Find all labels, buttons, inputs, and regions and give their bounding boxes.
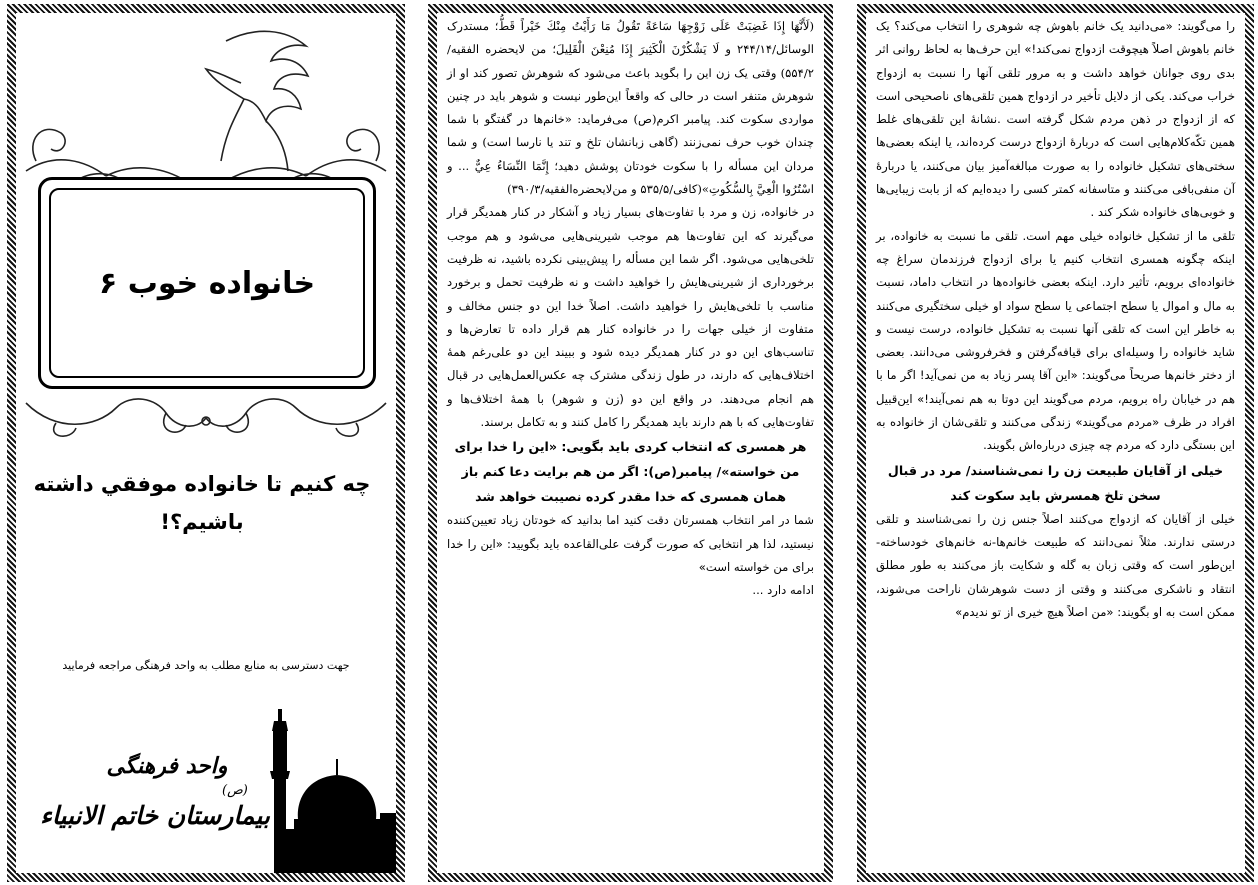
pbuh-mark: (ص) — [222, 783, 248, 798]
scroll-ornament — [16, 383, 396, 443]
paragraph: شما در امر انتخاب همسرتان دقت کنید اما بدانید که خودتان زیاد تعیین‌کننده نیستید، لذا هر انتخابی که صورت گرفت علی‌القاعده باید بگویید: «این را خدا برای من خواسته است» — [447, 513, 814, 574]
cover-title: خانواده خوب ۶ — [98, 265, 316, 301]
section-heading: خیلی از آقایان طبیعت زن را نمی‌شناسند/ مرد در قبال سخن تلخ همسرش باید سکوت کند — [887, 462, 1224, 503]
paragraph: تلقی ما از تشکیل خانواده خیلی مهم است. تلقی ما نسبت به خانواده، بر اینکه چگونه همسری انتخاب کنیم یا برای ازدواج فرزندمان سراغ چه خانواده‌ای برویم، تأثیر دارد. اینکه بعضی خانواده‌ها در انتخاب داماد، نسبت به مال و اموال یا سطح اجتماعی یا سطح سواد او خیلی سختگیری می‌کنند به خاطر این است که تلقی آنها نسبت به تشکیل خانواده، درست نیست و شاید خانواده را وسیله‌ای برای قیافه‌گرفتن و فخرفروشی می‌دانند. بعضی از دختر خانم‌ها صریحاً می‌گویند: «این آقا پسر زیاد به من نمی‌آید! اگر ما با هم در خیابان راه برویم، مردم می‌گویند این دوتا به هم نمی‌آیند!» این‌قبیل افراد در ظرف «مردم می‌گویند» زندگی می‌کنند و تلقی‌شان از خانواده به این بستگی دارد که مردم چه چیزی درباره‌اش بگویند. — [876, 228, 1235, 453]
cover-panel — [7, 4, 405, 882]
cover-subtitle: چه کنیم تا خانواده موفقي داشته باشیم؟! — [33, 472, 371, 534]
mosque-silhouette-icon — [266, 701, 396, 873]
section-heading: هر همسری که انتخاب کردی باید بگویی: «این را خدا برای من خواسته»/ پیامبر(ص): اگر من هم برایت دعا کنم باز همان همسری که خدا مقدر کرده نصیبت خواهد شد — [454, 439, 807, 505]
paragraph: خیلی از آقایان که ازدواج می‌کنند اصلاً جنس زن را نمی‌شناسند و تلقی درستی ندارند. مثلاً نمی‌دانند که طبیعت خانم‌ها-نه خانم‌های خودساخته- این‌طور است که وقتی زبان به گله و شکایت باز می‌کنند به طور مطلق انتقاد و ناشکری می‌کنند و وقتی از دست شوهرشان ناراحت می‌شوند، ممکن است به او بگویند: «من اصلاً هیچ خیری از تو ندیدم» — [876, 511, 1235, 619]
paragraph: را می‌گویند: «می‌دانید یک خانم باهوش چه شوهری را انتخاب می‌کند؟ یک خانم باهوش اصلاً هیچوقت ازدواج نمی‌کند!» این حرف‌ها به لحاظ روانی اثر بدی روی جوانان خواهد داشت و به مرور تلقی آنها را نسبت به ازدواج خراب می‌کند. یکی از دلایل تأخیر در ازدواج همین تلقی‌های ناصحیحی است که از ازدواج در ذهن مردم شکل گرفته است .نشانهٔ این تلقی‌های غلط همین تکّه‌کلام‌هایی است که دربارهٔ ازدواج درست کرده‌اند، یا اینکه بعضی‌ها سختی‌های تشکیل خانواده را به صورت مبالغه‌آمیز بیان می‌کنند، یا دربارهٔ آن منفی‌بافی می‌کنند و متاسفانه کمتر کسی را دیده‌ایم که از بابت زیبایی‌ها و خوبی‌های خانواده شکر کند . — [876, 19, 1235, 220]
middle-text-column — [447, 15, 814, 869]
dove-ornament — [16, 21, 396, 186]
right-text-column — [876, 15, 1235, 869]
paragraph: (لَأَنَّهَا إِذَا غَضِبَتْ عَلَى زَوْجِهَا سَاعَةً تَقُولُ مَا رَأَيْتُ مِنْكَ خَيْراً قَطُّ؛ مستدرک الوسائل/۲۴۴/۱۴ و لَا يَشْكُرْنَ الْكَثِيرَ إِذَا مُنِعْنَ الْقَلِيلَ؛ من لايحضره الفقيه/۵۵۴/۲) وقتی یک زن این را بگوید باعث می‌شود که شوهرش تصور کند او از شوهرش متنفر است در حالی که واقعاً این‌طور نیست و شوهر باید در چنین مواردی سکوت کند. پیامبر اکرم(ص) می‌فرماید: «خانم‌ها در گفتگو با شما چندان خوب حرف نمی‌زنند (گاهی زبانشان تلخ و تند یا نارسا است) و شما مردان این مسأله را با سکوت خودتان پوشش دهید؛ إِنَّمَا النِّسَاءُ عِيٌّ ... و اسْتُرُوا الْعِيَّ بِالسُّكُوتِ»(کافی/۵۳۵/۵ و من‌لایحضره‌الفقیه/۳۹۰/۳) — [447, 19, 814, 197]
paragraph: در خانواده، زن و مرد با تفاوت‌های بسیار زیاد و آشکار در کنار همدیگر قرار می‌گیرند که این تفاوت‌ها هم موجب شیرینی‌هایی می‌شود و هم موجب تلخی‌هایی می‌شود. اگر شما این مسأله را پیش‌بینی نکرده باشید، نه ظرفیت برخورداری از شیرینی‌هایش را خواهید داشت و نه ظرفیت تحمل و برخورد مناسب با تلخی‌هایش را خواهید داشت. اصلاً خدا این دو جنس مخالف و متفاوت از خیلی جهات را در خانواده کنار هم قرار داده تا تعارض‌ها و تناسب‌های این دو در کنار همدیگر دیده شود و ببیند این دو علی‌رغم همهٔ اختلاف‌هایی که دارند، در طول زندگی مشترک چه عکس‌العمل‌هایی در قبال هم انجام می‌دهند. در واقع این دو (زن و شوهر) با همهٔ اختلاف‌ها و تفاوت‌هایی که با هم دارند باید همدیگر را کامل کنند و به تکامل برسند. — [447, 205, 814, 430]
middle-panel — [428, 4, 833, 882]
unit-name: واحد فرهنگی — [106, 753, 228, 779]
hospital-name: بیمارستان خاتم الانبیاء — [40, 801, 270, 830]
title-frame — [38, 177, 376, 389]
right-panel — [857, 4, 1254, 882]
cover-note: جهت دسترسی به منابع مطلب به واحد فرهنگی مراجعه فرمایید — [62, 659, 350, 672]
continue-note: ادامه دارد ... — [752, 583, 814, 598]
